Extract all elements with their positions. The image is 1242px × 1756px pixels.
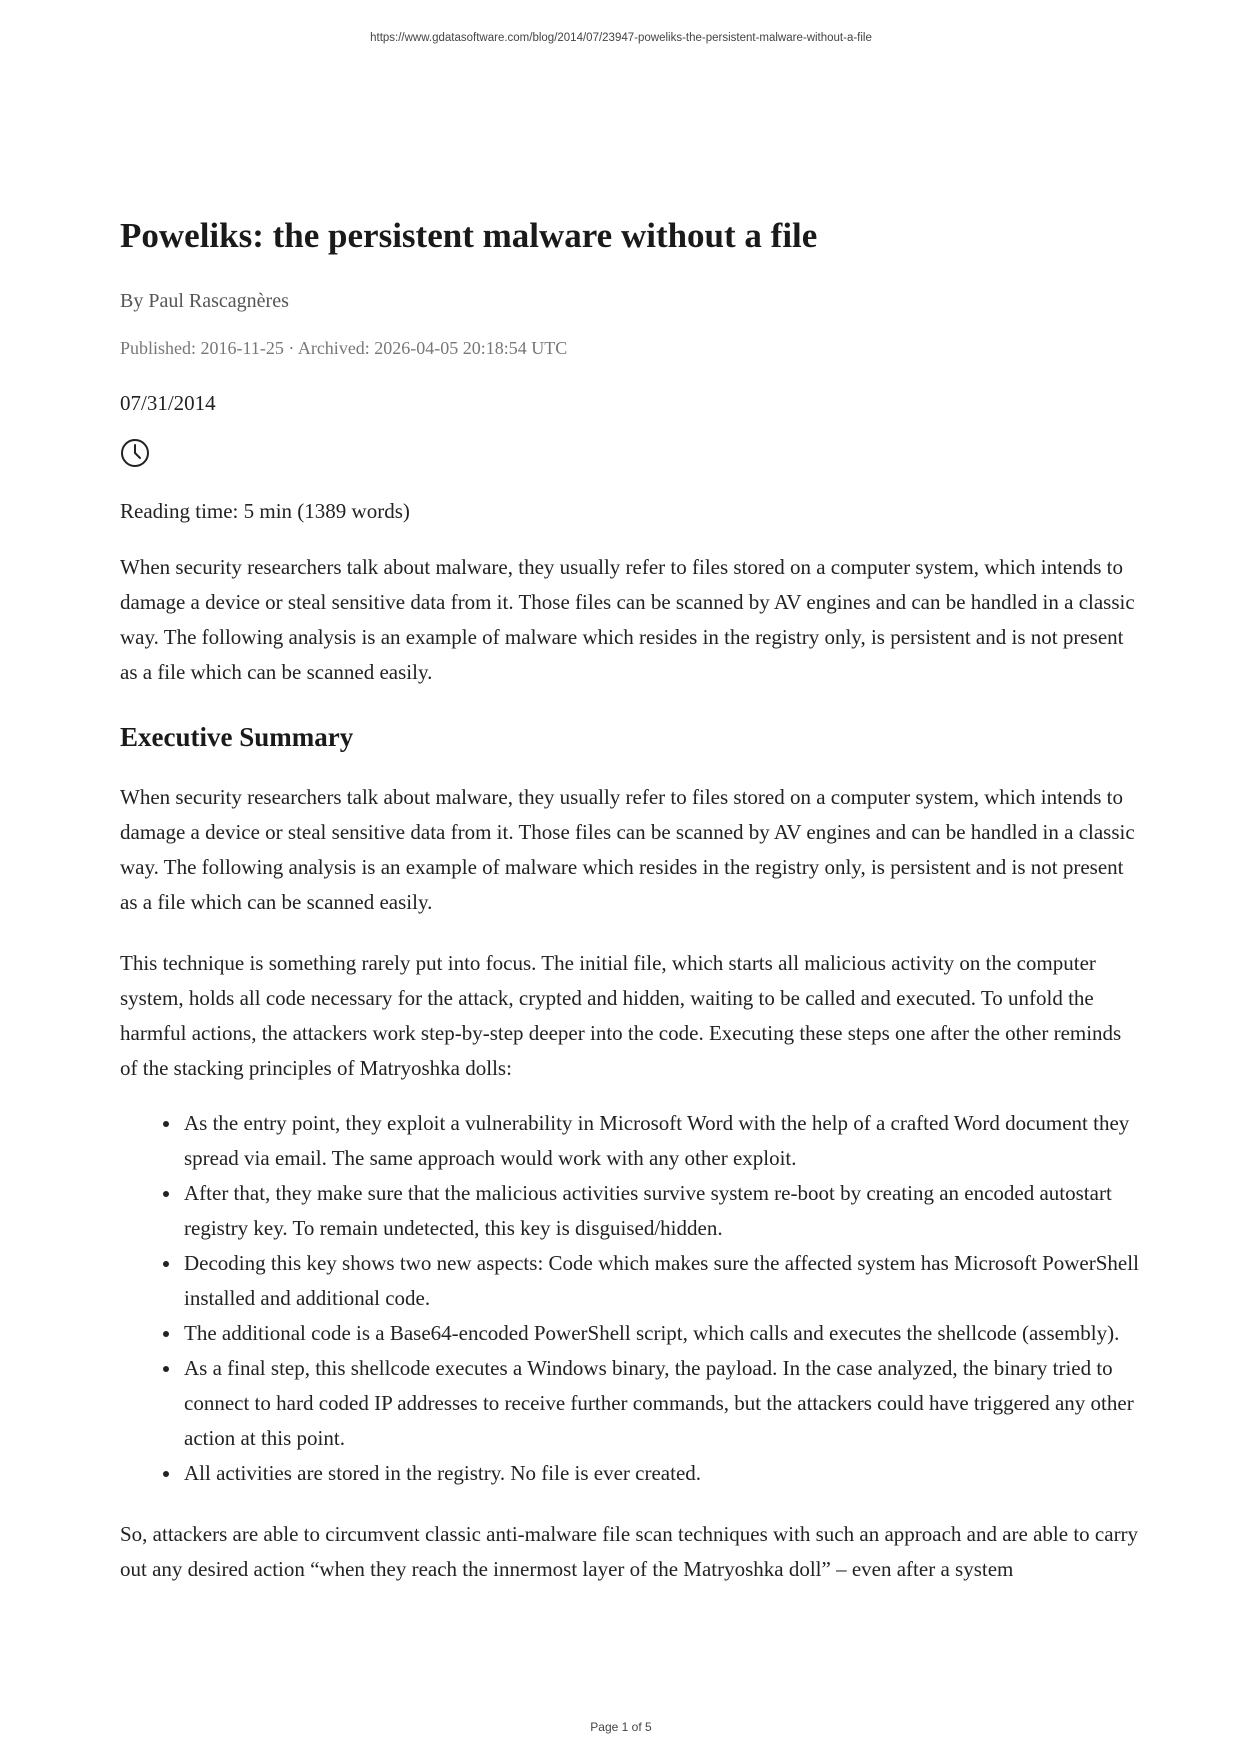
article-date: 07/31/2014 [120, 391, 216, 415]
summary-paragraph-1: When security researchers talk about malware, they usually refer to files stored on a computer system, which intends to damage a device or steal sensitive data from it. Those files can be scanned by AV engines and can be handled in a classic way. The following analysis is an example of malware which resides in the registry only, is persistent and is not present as a file which can be scanned easily. [120, 785, 1135, 914]
section-heading: Executive Summary [120, 722, 354, 752]
summary-paragraph-2: This technique is something rarely put into focus. The initial file, which starts all malicious activity on the computer system, holds all code necessary for the attack, crypted and hidden, waiting to be called and executed. To unfold the harmful actions, the attackers work step-by-step deeper into the code. Executing these steps one after the other reminds of the stacking principles of Matryoshka dolls: [120, 951, 1122, 1080]
list-item: • As a final step, this shellcode executes a Windows binary, the payload. In the case analyzed, the binary tried to connect to hard coded IP addresses to receive further commands, but the attackers could have triggered any other action at this point. [182, 1351, 1140, 1456]
steps-list [120, 1106, 1140, 1491]
list-item: • The additional code is a Base64-encoded PowerShell script, which calls and executes the shellcode (assembly). [182, 1316, 1140, 1351]
list-item: • Decoding this key shows two new aspects: Code which makes sure the affected system has Microsoft PowerShell installed and additional code. [182, 1246, 1140, 1316]
list-item: • After that, they make sure that the malicious activities survive system re-boot by creating an encoded autostart registry key. To remain undetected, this key is disguised/hidden. [182, 1176, 1140, 1246]
article [120, 214, 1140, 1587]
publish-meta: Published: 2016-11-25 · Archived: 2026-04-05 20:18:54 UTC [120, 338, 568, 358]
clock-icon [120, 438, 150, 468]
reading-time: Reading time: 5 min (1389 words) [120, 499, 410, 523]
page-number: Page 1 of 5 [590, 1720, 652, 1734]
page-url: https://www.gdatasoftware.com/blog/2014/07/23947-poweliks-the-persistent-malware-without-a-file [370, 32, 872, 44]
author-byline: By Paul Rascagnères [120, 290, 289, 312]
article-title: Poweliks: the persistent malware without a file [120, 216, 818, 255]
intro-paragraph: When security researchers talk about malware, they usually refer to files stored on a computer system, which intends to damage a device or steal sensitive data from it. Those files can be scanned by AV engines and can be handled in a classic way. The following analysis is an example of malware which resides in the registry only, is persistent and is not present as a file which can be scanned easily. [120, 555, 1135, 684]
closing-paragraph: So, attackers are able to circumvent classic anti-malware file scan techniques with such an approach and are able to carry out any desired action “when they reach the innermost layer of the Matryoshka doll” – even after a system [120, 1522, 1139, 1581]
list-item: • All activities are stored in the registry. No file is ever created. [182, 1456, 1140, 1491]
list-item: • As the entry point, they exploit a vulnerability in Microsoft Word with the help of a crafted Word document they spread via email. The same approach would work with any other exploit. [182, 1106, 1140, 1176]
